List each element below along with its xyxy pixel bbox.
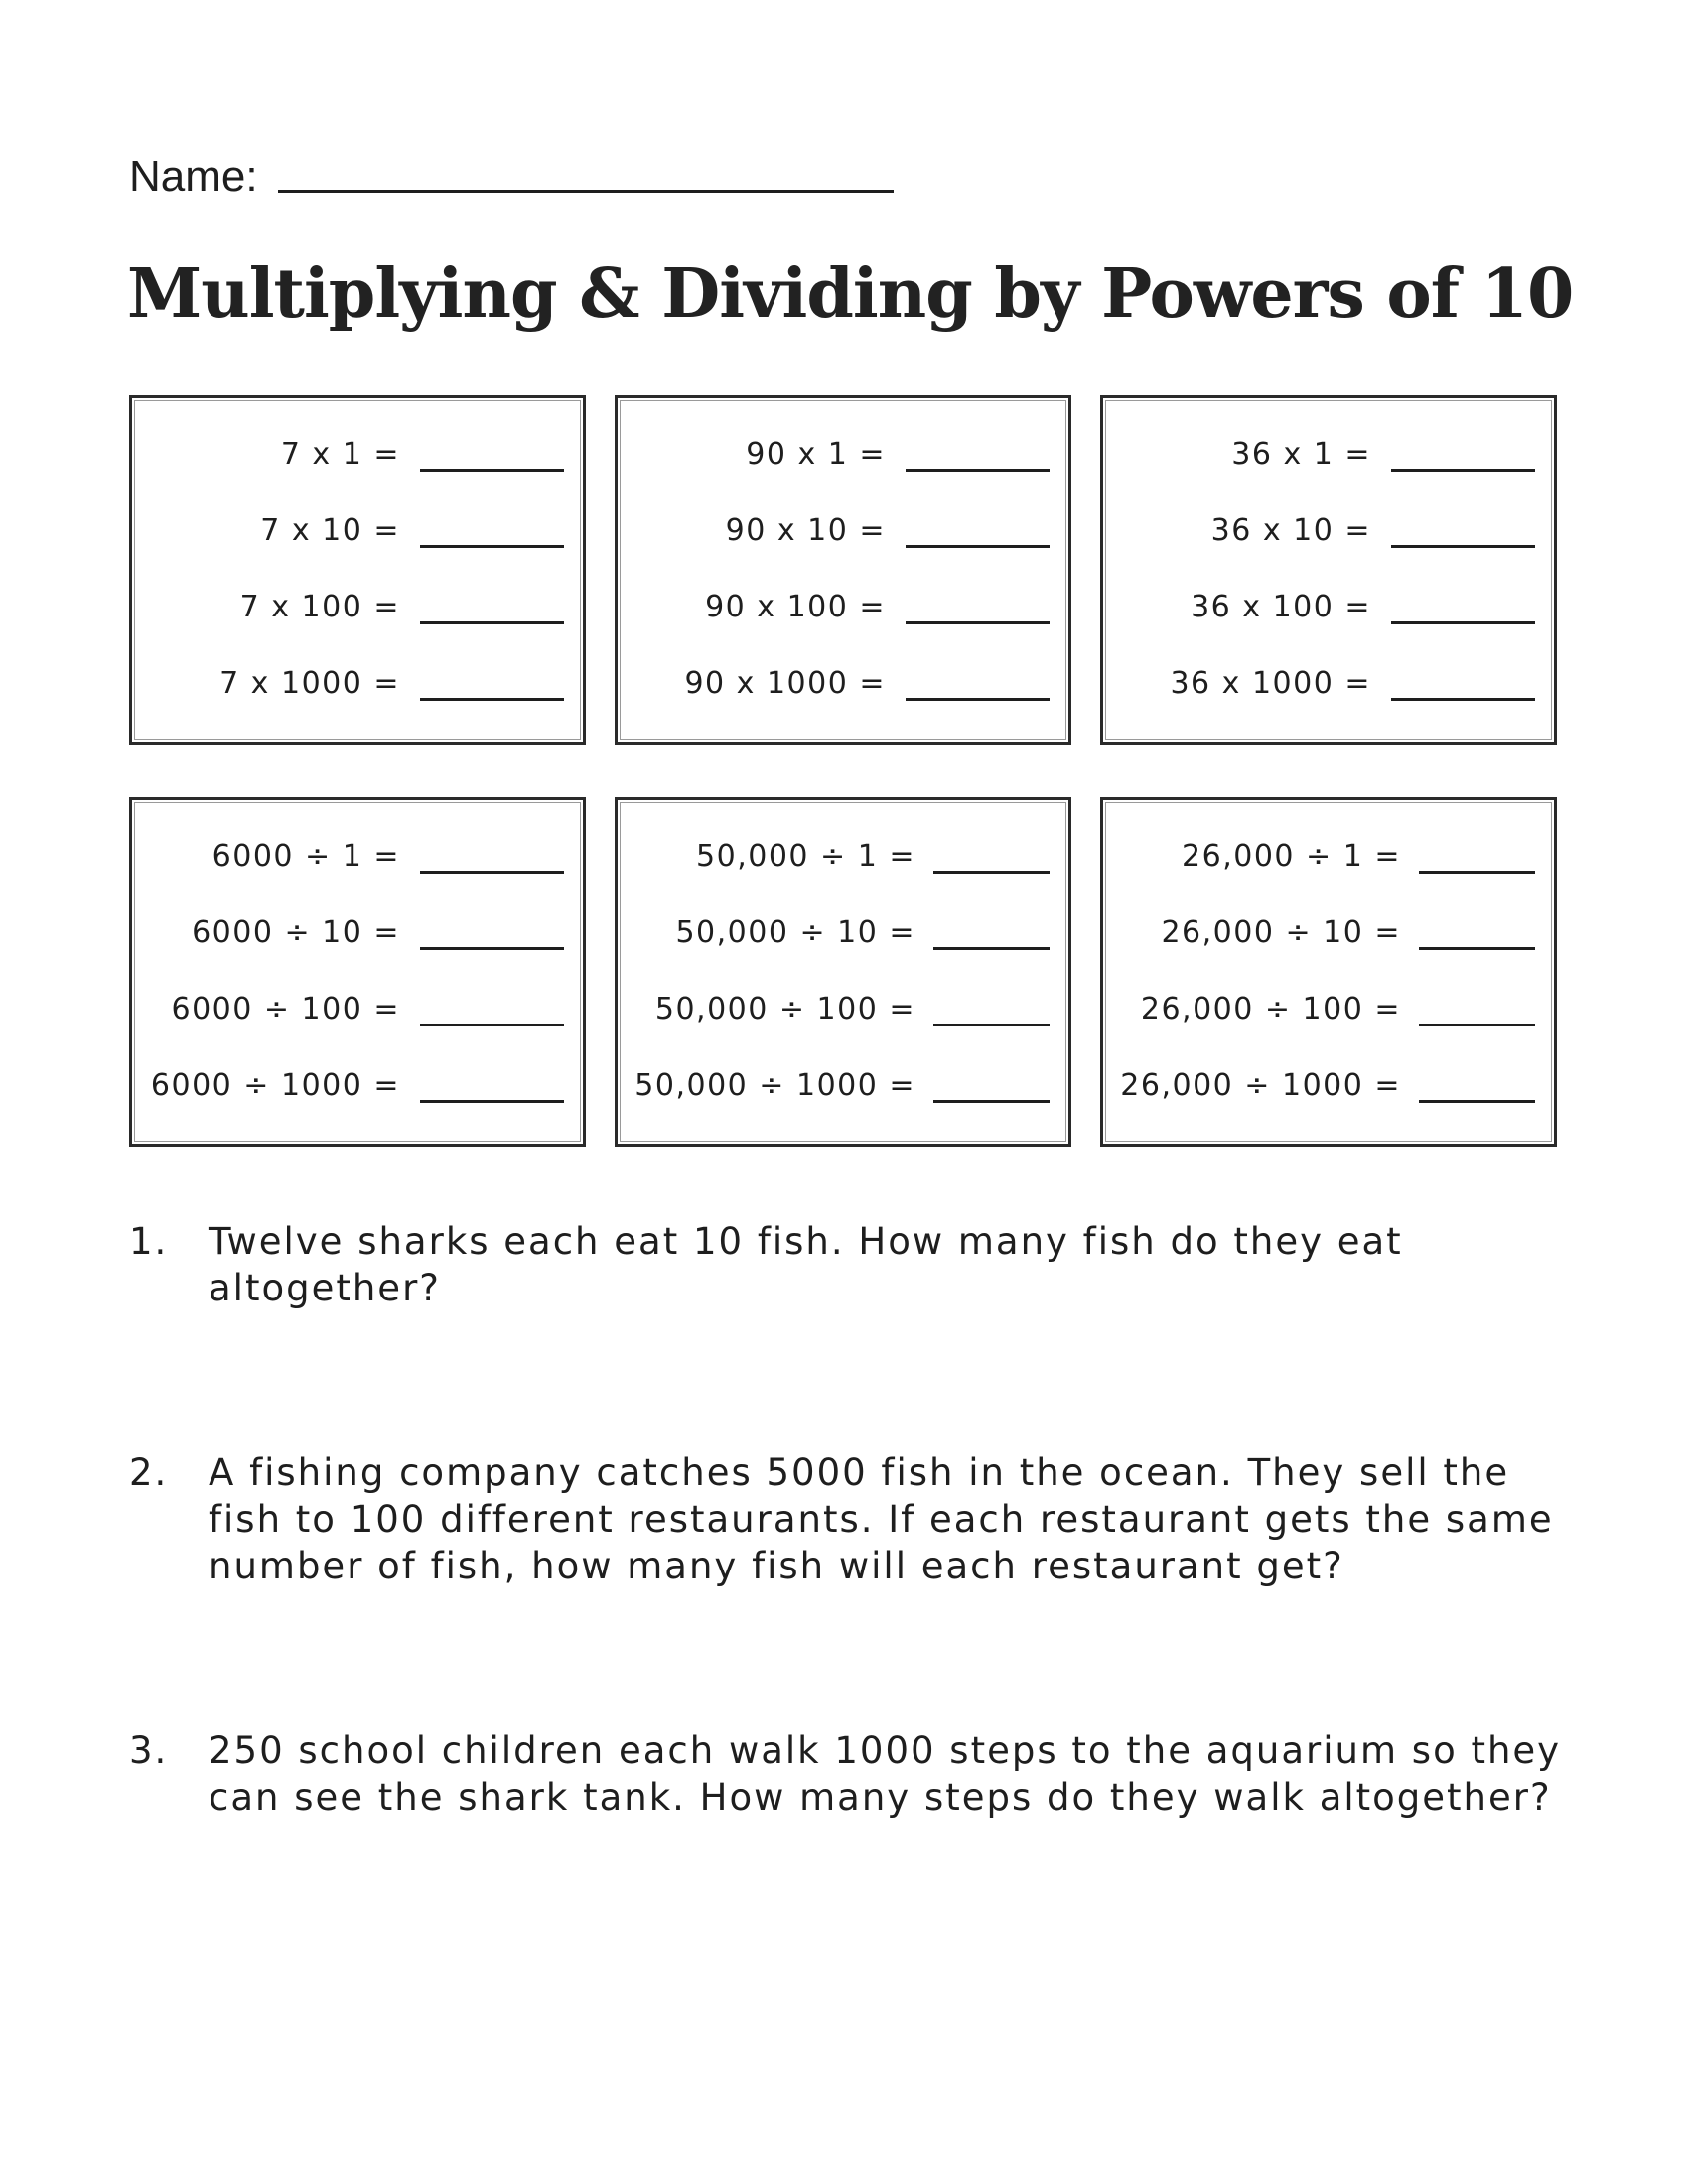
answer-blank[interactable] [420, 545, 564, 548]
division-box-6000 [129, 797, 586, 1147]
answer-blank[interactable] [420, 1100, 564, 1103]
equation-row [1103, 438, 1560, 478]
multiplication-box-90 [615, 395, 1071, 745]
equation-row [618, 438, 1074, 478]
answer-blank[interactable] [1419, 947, 1535, 950]
name-row [129, 149, 894, 199]
name-label: Name: [129, 152, 258, 201]
equation-expression: 6000 ÷ 1000 = [150, 1068, 400, 1103]
word-problem-2 [129, 1449, 1559, 1589]
answer-blank[interactable] [420, 621, 564, 624]
equation-row [132, 1069, 589, 1109]
problem-text: 250 school children each walk 1000 steps to the aquarium so they can see the shark tank. How many steps do they walk altogether? [209, 1729, 1562, 1819]
division-box-26000 [1100, 797, 1557, 1147]
equation-row [1103, 514, 1560, 554]
equation-row [132, 514, 589, 554]
answer-blank[interactable] [1391, 545, 1535, 548]
equation-expression: 90 x 1 = [746, 437, 886, 472]
equation-expression: 50,000 ÷ 10 = [675, 915, 915, 950]
equation-expression: 50,000 ÷ 1000 = [634, 1068, 915, 1103]
answer-blank[interactable] [420, 1024, 564, 1026]
equation-row [132, 840, 589, 880]
worksheet-title: Multiplying & Dividing by Powers of 10 [127, 254, 1574, 334]
equation-expression: 90 x 100 = [705, 590, 886, 624]
equation-expression: 90 x 10 = [725, 513, 886, 548]
equation-expression: 50,000 ÷ 100 = [654, 992, 915, 1026]
equation-row [618, 993, 1074, 1032]
equation-expression: 26,000 ÷ 10 = [1161, 915, 1401, 950]
problem-number: 2. [129, 1451, 169, 1494]
equation-row [1103, 993, 1560, 1032]
multiplication-box-7 [129, 395, 586, 745]
answer-blank[interactable] [906, 545, 1050, 548]
equation-row [132, 916, 589, 956]
multiplication-box-36 [1100, 395, 1557, 745]
answer-blank[interactable] [1419, 1024, 1535, 1026]
answer-blank[interactable] [933, 947, 1050, 950]
equation-row [1103, 1069, 1560, 1109]
division-box-50000 [615, 797, 1071, 1147]
equation-row [1103, 591, 1560, 630]
equation-expression: 26,000 ÷ 100 = [1140, 992, 1401, 1026]
equation-row [618, 514, 1074, 554]
equation-expression: 36 x 1000 = [1170, 666, 1371, 701]
answer-blank[interactable] [420, 469, 564, 472]
answer-blank[interactable] [906, 621, 1050, 624]
equation-row [618, 591, 1074, 630]
equation-row [1103, 667, 1560, 707]
answer-blank[interactable] [1419, 1100, 1535, 1103]
equation-expression: 26,000 ÷ 1 = [1182, 839, 1401, 874]
equation-row [618, 1069, 1074, 1109]
equation-expression: 90 x 1000 = [684, 666, 886, 701]
name-answer-line[interactable] [278, 190, 894, 193]
equation-row [132, 667, 589, 707]
problem-number: 3. [129, 1729, 169, 1772]
equation-expression: 36 x 100 = [1191, 590, 1371, 624]
answer-blank[interactable] [1391, 698, 1535, 701]
equation-expression: 36 x 10 = [1210, 513, 1371, 548]
equation-expression: 36 x 1 = [1231, 437, 1371, 472]
equation-row [132, 993, 589, 1032]
equation-row [1103, 840, 1560, 880]
equation-expression: 7 x 1 = [280, 437, 400, 472]
answer-blank[interactable] [1391, 469, 1535, 472]
answer-blank[interactable] [933, 871, 1050, 874]
word-problem-3 [129, 1727, 1562, 1821]
word-problem-1 [129, 1218, 1559, 1311]
equation-expression: 6000 ÷ 100 = [171, 992, 400, 1026]
equation-expression: 7 x 100 = [239, 590, 400, 624]
equation-row [132, 438, 589, 478]
answer-blank[interactable] [906, 469, 1050, 472]
equation-expression: 7 x 10 = [260, 513, 400, 548]
answer-blank[interactable] [420, 698, 564, 701]
equation-row [618, 840, 1074, 880]
equation-row [618, 916, 1074, 956]
answer-blank[interactable] [906, 698, 1050, 701]
problem-text: A fishing company catches 5000 fish in the ocean. They sell the fish to 100 different restaurants. If each restaurant gets the same number of fish, how many fish will each restaurant get? [209, 1451, 1554, 1587]
answer-blank[interactable] [933, 1100, 1050, 1103]
problem-number: 1. [129, 1220, 169, 1263]
answer-blank[interactable] [420, 871, 564, 874]
answer-blank[interactable] [420, 947, 564, 950]
equation-row [132, 591, 589, 630]
equation-row [1103, 916, 1560, 956]
equation-expression: 26,000 ÷ 1000 = [1120, 1068, 1401, 1103]
answer-blank[interactable] [1419, 871, 1535, 874]
equation-expression: 7 x 1000 = [219, 666, 400, 701]
answer-blank[interactable] [1391, 621, 1535, 624]
equation-expression: 6000 ÷ 10 = [192, 915, 400, 950]
equation-row [618, 667, 1074, 707]
equation-expression: 50,000 ÷ 1 = [696, 839, 915, 874]
answer-blank[interactable] [933, 1024, 1050, 1026]
equation-expression: 6000 ÷ 1 = [211, 839, 400, 874]
problem-text: Twelve sharks each eat 10 fish. How many fish do they eat altogether? [209, 1220, 1403, 1309]
